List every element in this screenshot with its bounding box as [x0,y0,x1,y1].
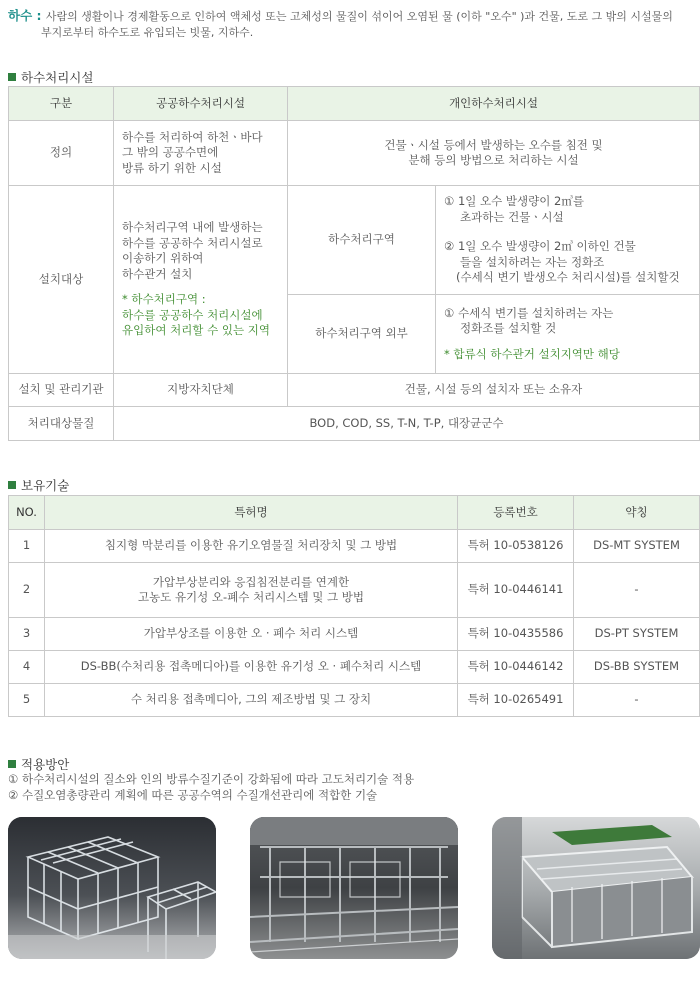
photo-factory-frame-graphic [250,817,458,959]
zone-outside-note: * 합류식 하수관거 설치지역만 해당 [444,346,620,361]
zone-inside-rule: 초과하는 건물ㆍ시설 [460,209,564,224]
row-label-target: 설치대상 [9,186,114,374]
table-row [9,530,700,563]
target-public-line: 하수관거 설치 [122,266,193,281]
patent-name-line: 가압부상분리와 응집침전분리를 연계한 [152,574,350,589]
section-title-text: 하수처리시설 [21,70,94,85]
zone-outside-rules [436,295,700,374]
definition-public-line: 그 밖의 공공수면에 [122,145,219,160]
material-value: BOD, COD, SS, T-N, T-P, 대장균군수 [114,407,700,441]
header-reg-no: 등록번호 [458,496,574,530]
patent-no: 5 [9,684,45,717]
zone-inside-rule: 들을 설치하려는 자는 정화조 [460,254,605,269]
patent-no: 3 [9,618,45,651]
intro-term: 하수 [8,8,33,23]
target-public-line: 하수처리구역 내에 발생하는 [122,220,263,235]
section-title-text: 보유기술 [21,478,70,493]
section-title-facility [8,68,93,86]
patent-name-line: 고농도 유기성 오-폐수 처리시스템 및 그 방법 [137,590,365,604]
table-row [9,618,700,651]
patent-name: DS-BB(수처리용 접촉메디아)를 이용한 유기성 오 · 폐수처리 시스템 [45,651,458,684]
header-no: NO. [9,496,45,530]
patent-no: 4 [9,651,45,684]
target-public-line: 이송하기 위하여 [122,251,204,266]
header-category: 구분 [9,87,114,121]
section-square-icon [8,73,16,81]
facility-table [8,86,700,441]
patent-name: 수 처리용 접촉메디아, 그의 제조방법 및 그 장치 [45,684,458,717]
patent-reg: 특허 10-0446142 [458,651,574,684]
header-patent-name: 특허명 [45,496,458,530]
zone-inside-rule: ② 1일 오수 발생량이 2㎥ 이하인 건물 [444,239,636,254]
target-public-line: 하수를 공공하수 처리시설로 [122,235,263,250]
definition-public-line: 방류 하기 위한 시설 [122,160,222,175]
zone-inside-label: 하수처리구역 [288,186,436,295]
definition-public [114,121,288,186]
intro-line1: 사람의 생활이나 경제활동으로 인하여 액체성 또는 고체성의 물질이 섞이어 오염된 물 (이하 "오수" )과 건물, 도로 그 밖의 시설물의 [45,10,673,23]
definition-private-line: 건물ㆍ시설 등에서 발생하는 오수를 침전 및 [384,137,603,152]
photo-factory-frame [250,817,458,959]
header-public: 공공하수처리시설 [114,87,288,121]
section-title-text: 적용방안 [21,757,70,772]
patent-abbr: - [574,563,700,618]
apply-item: ① 하수처리시설의 질소와 인의 방류수질기준이 강화됨에 따라 고도처리기술 적용 [8,772,415,786]
zone-outside-rule: ① 수세식 변기를 설치하려는 자는 [444,305,614,320]
patent-table [8,495,700,717]
target-public-note: * 하수처리구역 : [122,292,206,307]
target-public-note: 유입하여 처리할 수 있는 지역 [122,323,270,338]
patent-abbr: DS-MT SYSTEM [574,530,700,563]
section-title-tech [8,476,69,494]
row-label-definition: 정의 [9,121,114,186]
row-label-material: 처리대상물질 [9,407,114,441]
intro-colon: : [32,8,46,23]
photo-acrylic-tanks-graphic [8,817,216,959]
apply-list [8,771,414,803]
table-row [9,684,700,717]
zone-outside-label: 하수처리구역 외부 [288,295,436,374]
row-label-org: 설치 및 관리기관 [9,374,114,407]
intro-definition [8,8,698,41]
intro-line2: 부지로부터 하수도로 유입되는 빗물, 지하수. [41,26,254,39]
definition-private [288,121,700,186]
patent-name: 침지형 막분리를 이용한 유기오염물질 처리장치 및 그 방법 [45,530,458,563]
zone-outside-rule: 정화조를 설치할 것 [460,321,557,336]
table-row [9,563,700,618]
section-square-icon [8,760,16,768]
definition-private-line: 분해 등의 방법으로 처리하는 시설 [408,153,579,167]
zone-inside-rule: (수세식 변기 발생오수 처리시설)를 설치할것 [456,270,680,285]
patent-reg: 특허 10-0435586 [458,618,574,651]
org-private: 건물, 시설 등의 설치자 또는 소유자 [288,374,700,407]
patent-abbr: - [574,684,700,717]
section-square-icon [8,481,16,489]
org-public: 지방자치단체 [114,374,288,407]
patent-no: 1 [9,530,45,563]
zone-inside-rules [436,186,700,295]
apply-item: ② 수질오염총량관리 계획에 따른 공공수역의 수질개선관리에 적합한 기술 [8,788,378,802]
photo-stainless-tank [492,817,700,959]
patent-reg: 특허 10-0265491 [458,684,574,717]
patent-name [45,563,458,618]
zone-inside-rule: ① 1일 오수 발생량이 2㎥를 [444,194,584,209]
photo-stainless-tank-graphic [492,817,700,959]
photo-acrylic-tanks [8,817,216,959]
patent-no: 2 [9,563,45,618]
patent-abbr: DS-PT SYSTEM [574,618,700,651]
header-private: 개인하수처리시설 [288,87,700,121]
patent-name: 가압부상조를 이용한 오 · 폐수 처리 시스템 [45,618,458,651]
target-public-note: 하수를 공공하수 처리시설에 [122,307,263,322]
table-row [9,651,700,684]
patent-reg: 특허 10-0538126 [458,530,574,563]
patent-reg: 특허 10-0446141 [458,563,574,618]
patent-abbr: DS-BB SYSTEM [574,651,700,684]
definition-public-line: 하수를 처리하여 하천ㆍ바다 [122,129,263,144]
target-public [114,186,288,374]
header-abbr: 약칭 [574,496,700,530]
